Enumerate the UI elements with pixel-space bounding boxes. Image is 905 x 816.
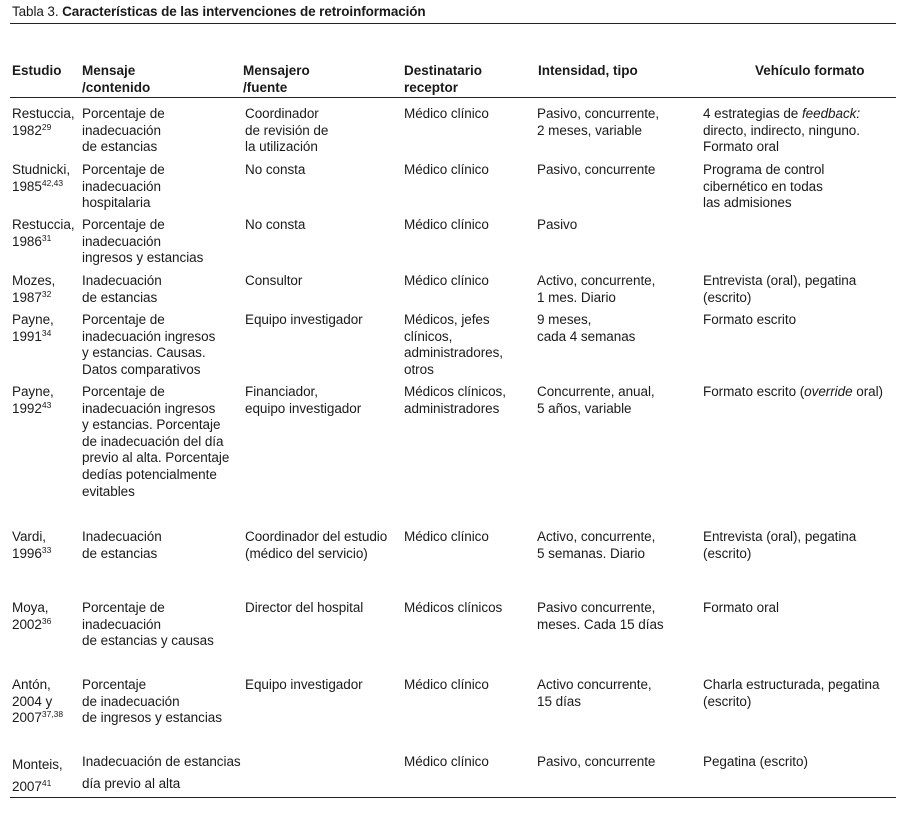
header-destinatario: Destinatario receptor	[404, 63, 483, 95]
cell-mensaje: Porcentaje de inadecuación hospitalaria	[82, 162, 165, 211]
cell-intensidad: Activo, concurrente, 1 mes. Diario	[537, 273, 656, 305]
cell-destinatario: Médico clínico	[404, 529, 489, 544]
cell-vehiculo: Entrevista (oral), pegatina (escrito)	[703, 529, 857, 561]
caption-label: Tabla 3.	[12, 4, 63, 19]
cell-mensaje-continued: día previo al alta	[82, 776, 181, 791]
cell-mensaje: Porcentaje de inadecuación de estancias y causas	[82, 600, 214, 649]
cell-destinatario: Médicos clínicos	[404, 600, 503, 615]
cell-mensajero: Coordinador de revisión de la utilización	[245, 106, 329, 155]
cell-estudio: Antón, 2004 y 2007$^{37,38}$	[12, 677, 64, 726]
header-estudio: Estudio	[12, 63, 62, 78]
cell-destinatario: Médicos, jefes clínicos, administradores, otros	[404, 312, 503, 377]
cell-vehiculo: Pegatina (escrito)	[703, 754, 808, 769]
cell-destinatario: Médico clínico	[404, 273, 489, 288]
cell-mensaje: Porcentaje de inadecuación ingresos y estancias. Porcentaje de inadecuación del día previo al alta. Porcentaje dedías potencialmente evitables	[82, 384, 230, 499]
cell-intensidad: 9 meses, cada 4 semanas	[537, 312, 636, 344]
cell-mensajero: No consta	[245, 217, 306, 232]
header-vehiculo: Vehículo formato	[755, 63, 865, 78]
cell-estudio: Studnicki, 1985$^{42,43}$	[12, 162, 71, 194]
cell-vehiculo: Entrevista (oral), pegatina (escrito)	[703, 273, 857, 305]
cell-mensajero: Director del hospital	[245, 600, 364, 615]
cell-intensidad: Pasivo	[537, 217, 578, 232]
cell-mensaje: Porcentaje de inadecuación ingresos y estancias. Causas. Datos comparativos	[82, 312, 216, 377]
cell-mensajero: Consultor	[245, 273, 303, 288]
cell-intensidad: Activo, concurrente, 5 semanas. Diario	[537, 529, 656, 561]
cell-intensidad: Pasivo, concurrente	[537, 162, 656, 177]
cell-mensaje: Inadecuación de estancias	[82, 754, 241, 769]
header-mensaje: Mensaje /contenido	[82, 63, 151, 95]
cell-estudio: Restuccia, 1986$^{31}$	[12, 217, 75, 249]
table-bottom-rule	[10, 797, 896, 798]
table-top-rule	[10, 23, 896, 24]
cell-vehiculo: Charla estructurada, pegatina (escrito)	[703, 677, 880, 709]
table-caption	[12, 4, 426, 19]
cell-mensajero: Equipo investigador	[245, 312, 363, 327]
cell-mensajero: Financiador, equipo investigador	[245, 384, 362, 416]
cell-vehiculo: Formato escrito	[703, 312, 797, 327]
cell-vehiculo: 4 estrategias de feedback: directo, indirecto, ninguno. Formato oral	[703, 106, 861, 155]
cell-mensaje: Porcentaje de inadecuación de ingresos y estancias	[82, 677, 222, 726]
cell-mensaje: Porcentaje de inadecuación de estancias	[82, 106, 165, 155]
cell-estudio: Payne, 1992$^{43}$	[12, 384, 54, 416]
cell-mensajero: Equipo investigador	[245, 677, 363, 692]
cell-destinatario: Médico clínico	[404, 106, 489, 121]
cell-mensajero: No consta	[245, 162, 306, 177]
header-bottom-rule	[10, 97, 896, 98]
cell-vehiculo: Programa de control cibernético en todas las admisiones	[703, 162, 825, 211]
cell-estudio: Vardi, 1996$^{33}$	[12, 529, 52, 561]
cell-destinatario: Médicos clínicos, administradores	[404, 384, 506, 416]
cell-mensaje: Inadecuación de estancias	[82, 273, 162, 305]
cell-destinatario: Médico clínico	[404, 677, 489, 692]
cell-intensidad: Activo concurrente, 15 días	[537, 677, 652, 709]
cell-destinatario: Médico clínico	[404, 217, 489, 232]
cell-intensidad: Pasivo, concurrente, 2 meses, variable	[537, 106, 660, 138]
header-intensidad: Intensidad, tipo	[538, 63, 638, 78]
cell-estudio: Mozes, 1987$^{32}$	[12, 273, 56, 305]
cell-mensajero: Coordinador del estudio (médico del servicio)	[245, 529, 388, 561]
cell-vehiculo: Formato oral	[703, 600, 779, 615]
cell-intensidad: Pasivo concurrente, meses. Cada 15 días	[537, 600, 664, 632]
cell-vehiculo: Formato escrito (override oral)	[703, 384, 884, 399]
cell-destinatario: Médico clínico	[404, 162, 489, 177]
cell-estudio: Payne, 1991$^{34}$	[12, 312, 54, 344]
cell-estudio: Restuccia, 1982$^{29}$	[12, 106, 75, 138]
cell-estudio: Monteis, 2007$^{41}$	[12, 757, 63, 794]
cell-intensidad: Concurrente, anual, 5 años, variable	[537, 384, 655, 416]
cell-intensidad: Pasivo, concurrente	[537, 754, 656, 769]
cell-mensaje: Inadecuación de estancias	[82, 529, 162, 561]
cell-estudio: Moya, 2002$^{36}$	[12, 600, 52, 632]
cell-destinatario: Médico clínico	[404, 754, 489, 769]
header-mensajero: Mensajero /fuente	[243, 63, 310, 95]
cell-mensaje: Porcentaje de inadecuación ingresos y estancias	[82, 217, 204, 266]
caption-title: Características de las intervenciones de retroinformación	[62, 4, 426, 19]
